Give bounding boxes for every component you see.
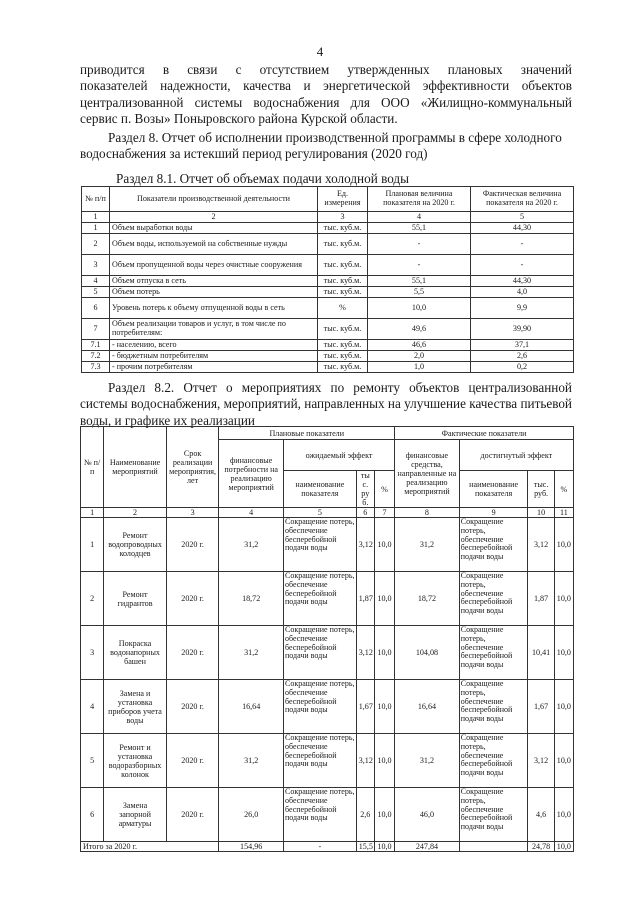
planned-value: 46,6 <box>368 340 471 351</box>
table-row <box>82 287 574 298</box>
achieved-thousand-rub: 3,12 <box>528 518 554 572</box>
col-header: % <box>554 471 573 508</box>
col-header: % <box>374 471 394 508</box>
indicator-name: Объем выработки воды <box>110 223 318 234</box>
index-cell: 1 <box>82 212 110 223</box>
row-number: 3 <box>81 626 104 680</box>
term: 2020 г. <box>166 788 219 842</box>
planned-funding: 31,2 <box>219 734 284 788</box>
col-header: финансовые средства, направленные на реализацию мероприятий <box>395 440 460 508</box>
term: 2020 г. <box>166 518 219 572</box>
total-pct2: 10,0 <box>554 842 573 852</box>
actual-funding: 18,72 <box>395 572 460 626</box>
actual-value: 39,90 <box>471 319 574 340</box>
repair-measures-table <box>80 426 574 852</box>
table-header-row <box>82 187 574 212</box>
planned-funding: 31,2 <box>219 626 284 680</box>
actual-value: 4,0 <box>471 287 574 298</box>
col-header: ожидаемый эффект <box>284 440 395 471</box>
total-label: Итого за 2020 г. <box>81 842 219 852</box>
unit: тыс. куб.м. <box>318 340 368 351</box>
achieved-thousand-rub: 10,41 <box>528 626 554 680</box>
indicator-name: - прочим потребителям <box>110 362 318 373</box>
actual-value: 9,9 <box>471 298 574 319</box>
col-header: тыс. руб. <box>528 471 554 508</box>
indicator-name: Уровень потерь к объему отпущенной воды в сеть <box>110 298 318 319</box>
total-row <box>81 842 574 852</box>
actual-funding: 104,08 <box>395 626 460 680</box>
col-header: Показатели производственной деятельности <box>110 187 318 212</box>
section-8-line: водоснабжения за истекший период регулирования (2020 год) <box>80 146 428 162</box>
total-effect2 <box>459 842 528 852</box>
index-cell: 6 <box>356 508 374 518</box>
row-number: 5 <box>81 734 104 788</box>
index-cell: 10 <box>528 508 554 518</box>
col-header: финансовые потребности на реализацию мероприятий <box>219 440 284 508</box>
col-header: наименование показателя <box>459 471 528 508</box>
row-number: 2 <box>82 234 110 255</box>
achieved-effect: Сокращение потерь, обеспечение бесперебойной подачи воды <box>459 572 528 626</box>
intro-line: централизованной системы водоснабжения для ООО «Жилищно-коммунальный <box>80 94 572 110</box>
index-cell: 5 <box>471 212 574 223</box>
actual-value: 0,2 <box>471 362 574 373</box>
measure-name: Замена и установка приборов учета воды <box>104 680 167 734</box>
col-header: Срок реализации мероприятия, лет <box>166 427 219 508</box>
table-row <box>81 734 574 788</box>
planned-value: 55,1 <box>368 223 471 234</box>
expected-effect: Сокращение потерь, обеспечение бесперебойной подачи воды <box>284 626 357 680</box>
achieved-effect: Сокращение потерь, обеспечение бесперебойной подачи воды <box>459 788 528 842</box>
row-number: 3 <box>82 255 110 276</box>
indicator-name: Объем пропущенной воды через очистные сооружения <box>110 255 318 276</box>
table-row <box>82 351 574 362</box>
achieved-thousand-rub: 1,87 <box>528 572 554 626</box>
total-plan: 154,96 <box>219 842 284 852</box>
unit: тыс. куб.м. <box>318 287 368 298</box>
expected-effect: Сокращение потерь, обеспечение бесперебойной подачи воды <box>284 518 357 572</box>
indicator-name: - населению, всего <box>110 340 318 351</box>
planned-value: 55,1 <box>368 276 471 287</box>
achieved-percent: 10,0 <box>554 572 573 626</box>
expected-effect: Сокращение потерь, обеспечение бесперебойной подачи воды <box>284 734 357 788</box>
row-number: 6 <box>81 788 104 842</box>
index-cell: 2 <box>110 212 318 223</box>
unit: тыс. куб.м. <box>318 234 368 255</box>
term: 2020 г. <box>166 734 219 788</box>
measure-name: Ремонт и установка водоразборных колонок <box>104 734 167 788</box>
intro-line: сервис п. Возы» Поныровского района Курской области. <box>80 111 398 127</box>
indicator-name: - бюджетным потребителям <box>110 351 318 362</box>
index-cell: 7 <box>374 508 394 518</box>
achieved-effect: Сокращение потерь, обеспечение бесперебойной подачи воды <box>459 734 528 788</box>
expected-thousand-rub: 1,67 <box>356 680 374 734</box>
table-row <box>82 298 574 319</box>
unit: тыс. куб.м. <box>318 319 368 340</box>
term: 2020 г. <box>166 572 219 626</box>
measure-name: Замена запорной арматуры <box>104 788 167 842</box>
table-row <box>82 234 574 255</box>
table-row <box>82 319 574 340</box>
planned-funding: 26,0 <box>219 788 284 842</box>
intro-paragraph <box>80 62 572 128</box>
unit: % <box>318 298 368 319</box>
expected-percent: 10,0 <box>374 734 394 788</box>
col-header: Фактические показатели <box>395 427 574 440</box>
index-cell: 3 <box>166 508 219 518</box>
row-number: 1 <box>81 518 104 572</box>
col-header: ты с. ру б. <box>356 471 374 508</box>
term: 2020 г. <box>166 680 219 734</box>
planned-funding: 16,64 <box>219 680 284 734</box>
unit: тыс. куб.м. <box>318 276 368 287</box>
expected-thousand-rub: 3,12 <box>356 734 374 788</box>
achieved-thousand-rub: 3,12 <box>528 734 554 788</box>
actual-value: - <box>471 255 574 276</box>
col-header: Плановые показатели <box>219 427 395 440</box>
table-row <box>82 362 574 373</box>
row-number: 4 <box>82 276 110 287</box>
planned-value: 49,6 <box>368 319 471 340</box>
unit: тыс. куб.м. <box>318 362 368 373</box>
planned-value: - <box>368 255 471 276</box>
planned-funding: 18,72 <box>219 572 284 626</box>
actual-funding: 16,64 <box>395 680 460 734</box>
row-number: 5 <box>82 287 110 298</box>
row-number: 7.3 <box>82 362 110 373</box>
section-8-2-line: Раздел 8.2. Отчет о мероприятиях по ремонту объектов централизованной <box>108 380 572 395</box>
indicator-name: Объем отпуска в сеть <box>110 276 318 287</box>
table-row <box>82 276 574 287</box>
table-index-row <box>82 212 574 223</box>
expected-percent: 10,0 <box>374 626 394 680</box>
row-number: 4 <box>81 680 104 734</box>
index-cell: 4 <box>368 212 471 223</box>
table-row <box>81 626 574 680</box>
unit: тыс. куб.м. <box>318 223 368 234</box>
row-number: 7.2 <box>82 351 110 362</box>
measure-name: Ремонт водопроводных колодцев <box>104 518 167 572</box>
expected-thousand-rub: 3,12 <box>356 518 374 572</box>
achieved-percent: 10,0 <box>554 626 573 680</box>
col-header: № п/п <box>82 187 110 212</box>
section-8-2-line: системы водоснабжения, мероприятий, направленных на улучшение качества питьевой <box>80 396 572 412</box>
index-cell: 5 <box>284 508 357 518</box>
table-row <box>81 680 574 734</box>
table-row <box>81 572 574 626</box>
col-header: наименование показателя <box>284 471 357 508</box>
table-row <box>81 788 574 842</box>
planned-funding: 31,2 <box>219 518 284 572</box>
achieved-thousand-rub: 4,6 <box>528 788 554 842</box>
total-pct: 10,0 <box>374 842 394 852</box>
total-effect: - <box>284 842 357 852</box>
table-header-row <box>81 427 574 440</box>
expected-thousand-rub: 2,6 <box>356 788 374 842</box>
expected-percent: 10,0 <box>374 518 394 572</box>
actual-funding: 46,0 <box>395 788 460 842</box>
index-cell: 2 <box>104 508 167 518</box>
col-header: Фактическая величина показателя на 2020 г. <box>471 187 574 212</box>
actual-funding: 31,2 <box>395 734 460 788</box>
planned-value: 2,0 <box>368 351 471 362</box>
expected-thousand-rub: 1,87 <box>356 572 374 626</box>
col-header: Плановая величина показателя на 2020 г. <box>368 187 471 212</box>
index-cell: 8 <box>395 508 460 518</box>
expected-thousand-rub: 3,12 <box>356 626 374 680</box>
col-header: Наименование мероприятий <box>104 427 167 508</box>
index-cell: 4 <box>219 508 284 518</box>
section-8-heading <box>80 130 572 163</box>
row-number: 7.1 <box>82 340 110 351</box>
intro-line: показателей надежности, качества и энергетической эффективности объектов <box>80 78 572 94</box>
actual-value: 44,30 <box>471 276 574 287</box>
achieved-percent: 10,0 <box>554 680 573 734</box>
achieved-thousand-rub: 1,67 <box>528 680 554 734</box>
actual-value: - <box>471 234 574 255</box>
planned-value: 5,5 <box>368 287 471 298</box>
achieved-percent: 10,0 <box>554 788 573 842</box>
expected-percent: 10,0 <box>374 680 394 734</box>
table-row <box>82 255 574 276</box>
row-number: 6 <box>82 298 110 319</box>
actual-value: 2,6 <box>471 351 574 362</box>
col-header: достигнутый эффект <box>459 440 573 471</box>
total-tr: 15,5 <box>356 842 374 852</box>
achieved-percent: 10,0 <box>554 734 573 788</box>
table-row <box>82 223 574 234</box>
water-volume-table <box>81 186 574 373</box>
term: 2020 г. <box>166 626 219 680</box>
achieved-effect: Сокращение потерь, обеспечение бесперебойной подачи воды <box>459 518 528 572</box>
planned-value: 1,0 <box>368 362 471 373</box>
achieved-effect: Сокращение потерь, обеспечение бесперебойной подачи воды <box>459 680 528 734</box>
actual-value: 44,30 <box>471 223 574 234</box>
intro-line: приводится в связи с отсутствием утвержденных плановых значений <box>80 62 572 77</box>
achieved-percent: 10,0 <box>554 518 573 572</box>
planned-value: - <box>368 234 471 255</box>
row-number: 2 <box>81 572 104 626</box>
index-cell: 9 <box>459 508 528 518</box>
expected-percent: 10,0 <box>374 788 394 842</box>
expected-effect: Сокращение потерь, обеспечение бесперебойной подачи воды <box>284 680 357 734</box>
col-header: Ед. измерения <box>318 187 368 212</box>
page-number: 4 <box>316 44 324 59</box>
total-fact: 247,84 <box>395 842 460 852</box>
achieved-effect: Сокращение потерь, обеспечение бесперебойной подачи воды <box>459 626 528 680</box>
unit: тыс. куб.м. <box>318 351 368 362</box>
indicator-name: Объем потерь <box>110 287 318 298</box>
measure-name: Ремонт гидрантов <box>104 572 167 626</box>
actual-funding: 31,2 <box>395 518 460 572</box>
indicator-name: Объем реализации товаров и услуг, в том числе по потребителям: <box>110 319 318 340</box>
index-cell: 11 <box>554 508 573 518</box>
actual-value: 37,1 <box>471 340 574 351</box>
indicator-name: Объем воды, используемой на собственные нужды <box>110 234 318 255</box>
expected-effect: Сокращение потерь, обеспечение бесперебойной подачи воды <box>284 788 357 842</box>
row-number: 1 <box>82 223 110 234</box>
total-tr2: 24,78 <box>528 842 554 852</box>
row-number: 7 <box>82 319 110 340</box>
index-cell: 3 <box>318 212 368 223</box>
expected-effect: Сокращение потерь, обеспечение бесперебойной подачи воды <box>284 572 357 626</box>
unit: тыс. куб.м. <box>318 255 368 276</box>
section-8-2-line: воды, и графике их реализации <box>80 412 255 428</box>
section-8-1-title: Раздел 8.1. Отчет об объемах подачи холодной воды <box>116 171 409 186</box>
measure-name: Покраска водонапорных башен <box>104 626 167 680</box>
planned-value: 10,0 <box>368 298 471 319</box>
section-8-2-heading <box>80 380 572 429</box>
section-8-line: Раздел 8. Отчет об исполнении производственной программы в сфере холодного <box>108 130 562 145</box>
table-row <box>82 340 574 351</box>
table-index-row <box>81 508 574 518</box>
table-row <box>81 518 574 572</box>
expected-percent: 10,0 <box>374 572 394 626</box>
index-cell: 1 <box>81 508 104 518</box>
col-header: № п/п <box>81 427 104 508</box>
